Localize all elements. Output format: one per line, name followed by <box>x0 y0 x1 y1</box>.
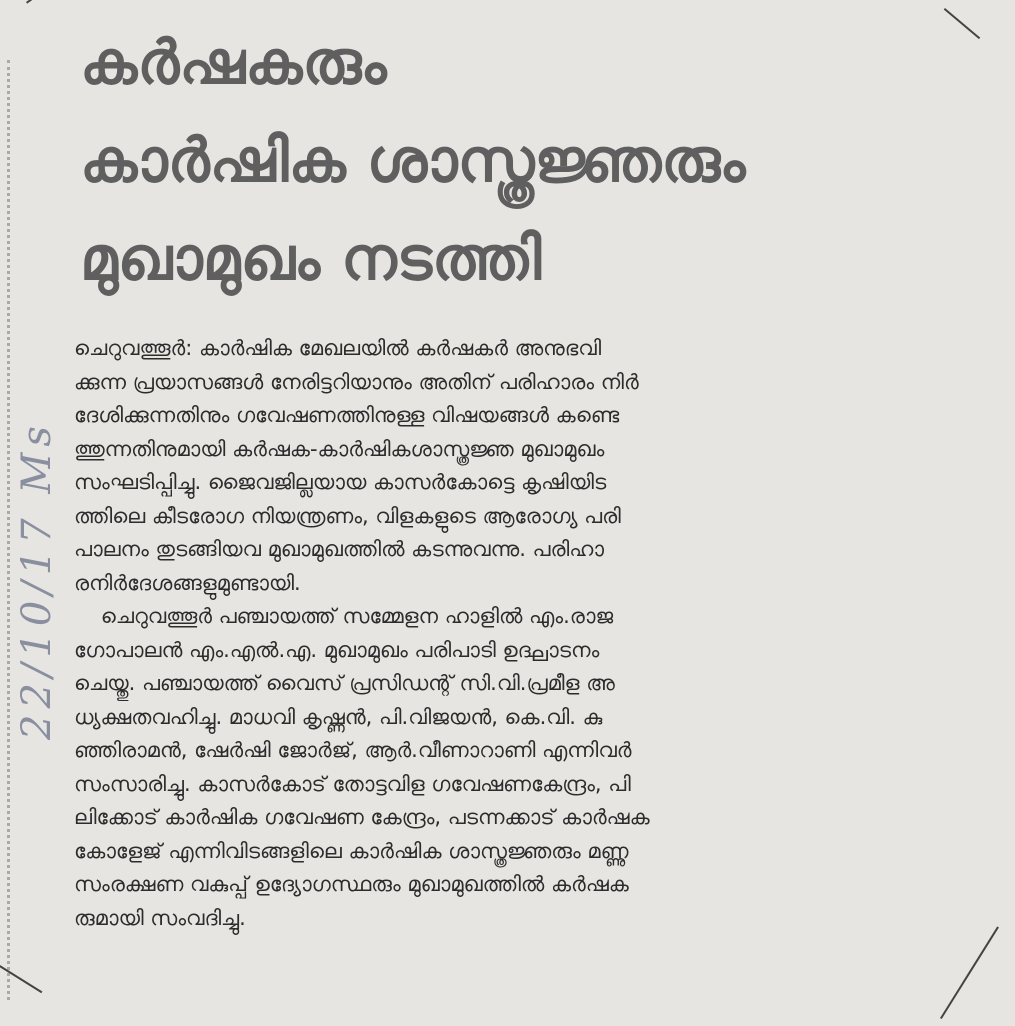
article-text-line: രനിർദേശങ്ങളുമുണ്ടായി. <box>74 570 301 595</box>
article-text-line: ത്തുന്നതിനുമായി കർഷക-കാർഷികശാസ്ത്രജ്ഞ മുഖാമുഖം <box>74 436 605 461</box>
article-text-line: ചെയ്തു. പഞ്ചായത്ത് വൈസ് പ്രസിഡന്റ് സി.വി.പ്രമീള അ <box>74 671 615 695</box>
article-text-line: ധ്യക്ഷതവഹിച്ചു. മാധവി കൃഷ്ണൻ, പി.വിജയൻ, കെ.വി. കു <box>74 704 603 729</box>
article-text-line: ചെറുവത്തൂർ പഞ്ചായത്ത് സമ്മേളന ഹാളിൽ എം.രാജ <box>74 604 614 628</box>
article-text-line: ദേശിക്കുന്നതിനും ഗവേഷണത്തിനുള്ള വിഷയങ്ങൾ കണ്ടെ <box>74 403 620 427</box>
article-text-line: ക്കുന്ന പ്രയാസങ്ങൾ നേരിട്ടറിയാനും അതിന് പരിഹാരം നിർ <box>74 369 639 394</box>
article-text-line: ത്തിലെ കീടരോഗ നിയന്ത്രണം, വിളകളുടെ ആരോഗ്യ പരി <box>74 503 621 528</box>
article-text-line: സംരക്ഷണ വകുപ്പ് ഉദ്യോഗസ്ഥരും മുഖാമുഖത്തിൽ കർഷക <box>74 872 629 896</box>
scan-edge-top-left <box>26 0 50 4</box>
article-text-line: ഞ്ഞിരാമൻ, ഷേർഷി ജോർജ്, ആർ.വീണാറാണി എന്നിവർ <box>74 738 632 762</box>
headline <box>80 14 950 308</box>
article-text-line: സംസാരിച്ചു. കാസർകോട് തോട്ടവിള ഗവേഷണകേന്ദ്രം, പി <box>74 771 631 796</box>
headline-line: മുഖാമുഖം നടത്തി <box>80 224 542 294</box>
headline-line: കാർഷിക ശാസ്ത്രജ്ഞരും <box>80 126 746 196</box>
scan-edge-bottom-right <box>940 926 999 1019</box>
article-text-line: ഗോപാലൻ എം.എൽ.എ. മുഖാമുഖം പരിപാടി ഉദ്ഘാടനം <box>74 637 600 662</box>
article-text-line: ലിക്കോട് കാർഷിക ഗവേഷണ കേന്ദ്രം, പടന്നക്കാട് കാർഷക <box>74 805 650 829</box>
article-text-line: കോളേജ് എന്നിവിടങ്ങളിലെ കാർഷിക ശാസ്ത്രജ്ഞരും മണ്ണു <box>74 838 629 863</box>
handwritten-date: 22/10/17 Ms <box>14 420 60 740</box>
article-text-line: രുമായി സംവദിച്ചു. <box>74 905 246 930</box>
article-text-line: പാലനം തുടങ്ങിയവ മുഖാമുഖത്തിൽ കടന്നുവന്നു. പരിഹാ <box>74 537 604 561</box>
article-body <box>74 332 954 935</box>
article-text-line: സംഘടിപ്പിച്ചു. ജൈവജില്ലയായ കാസർകോട്ടെ കൃഷിയിട <box>74 470 607 494</box>
perforated-edge <box>7 60 10 1000</box>
article-text-line: ചെറുവത്തൂർ: കാർഷിക മേഖലയിൽ കർഷകർ അനുഭവി <box>74 336 602 360</box>
headline-line: കർഷകരും <box>80 28 387 98</box>
